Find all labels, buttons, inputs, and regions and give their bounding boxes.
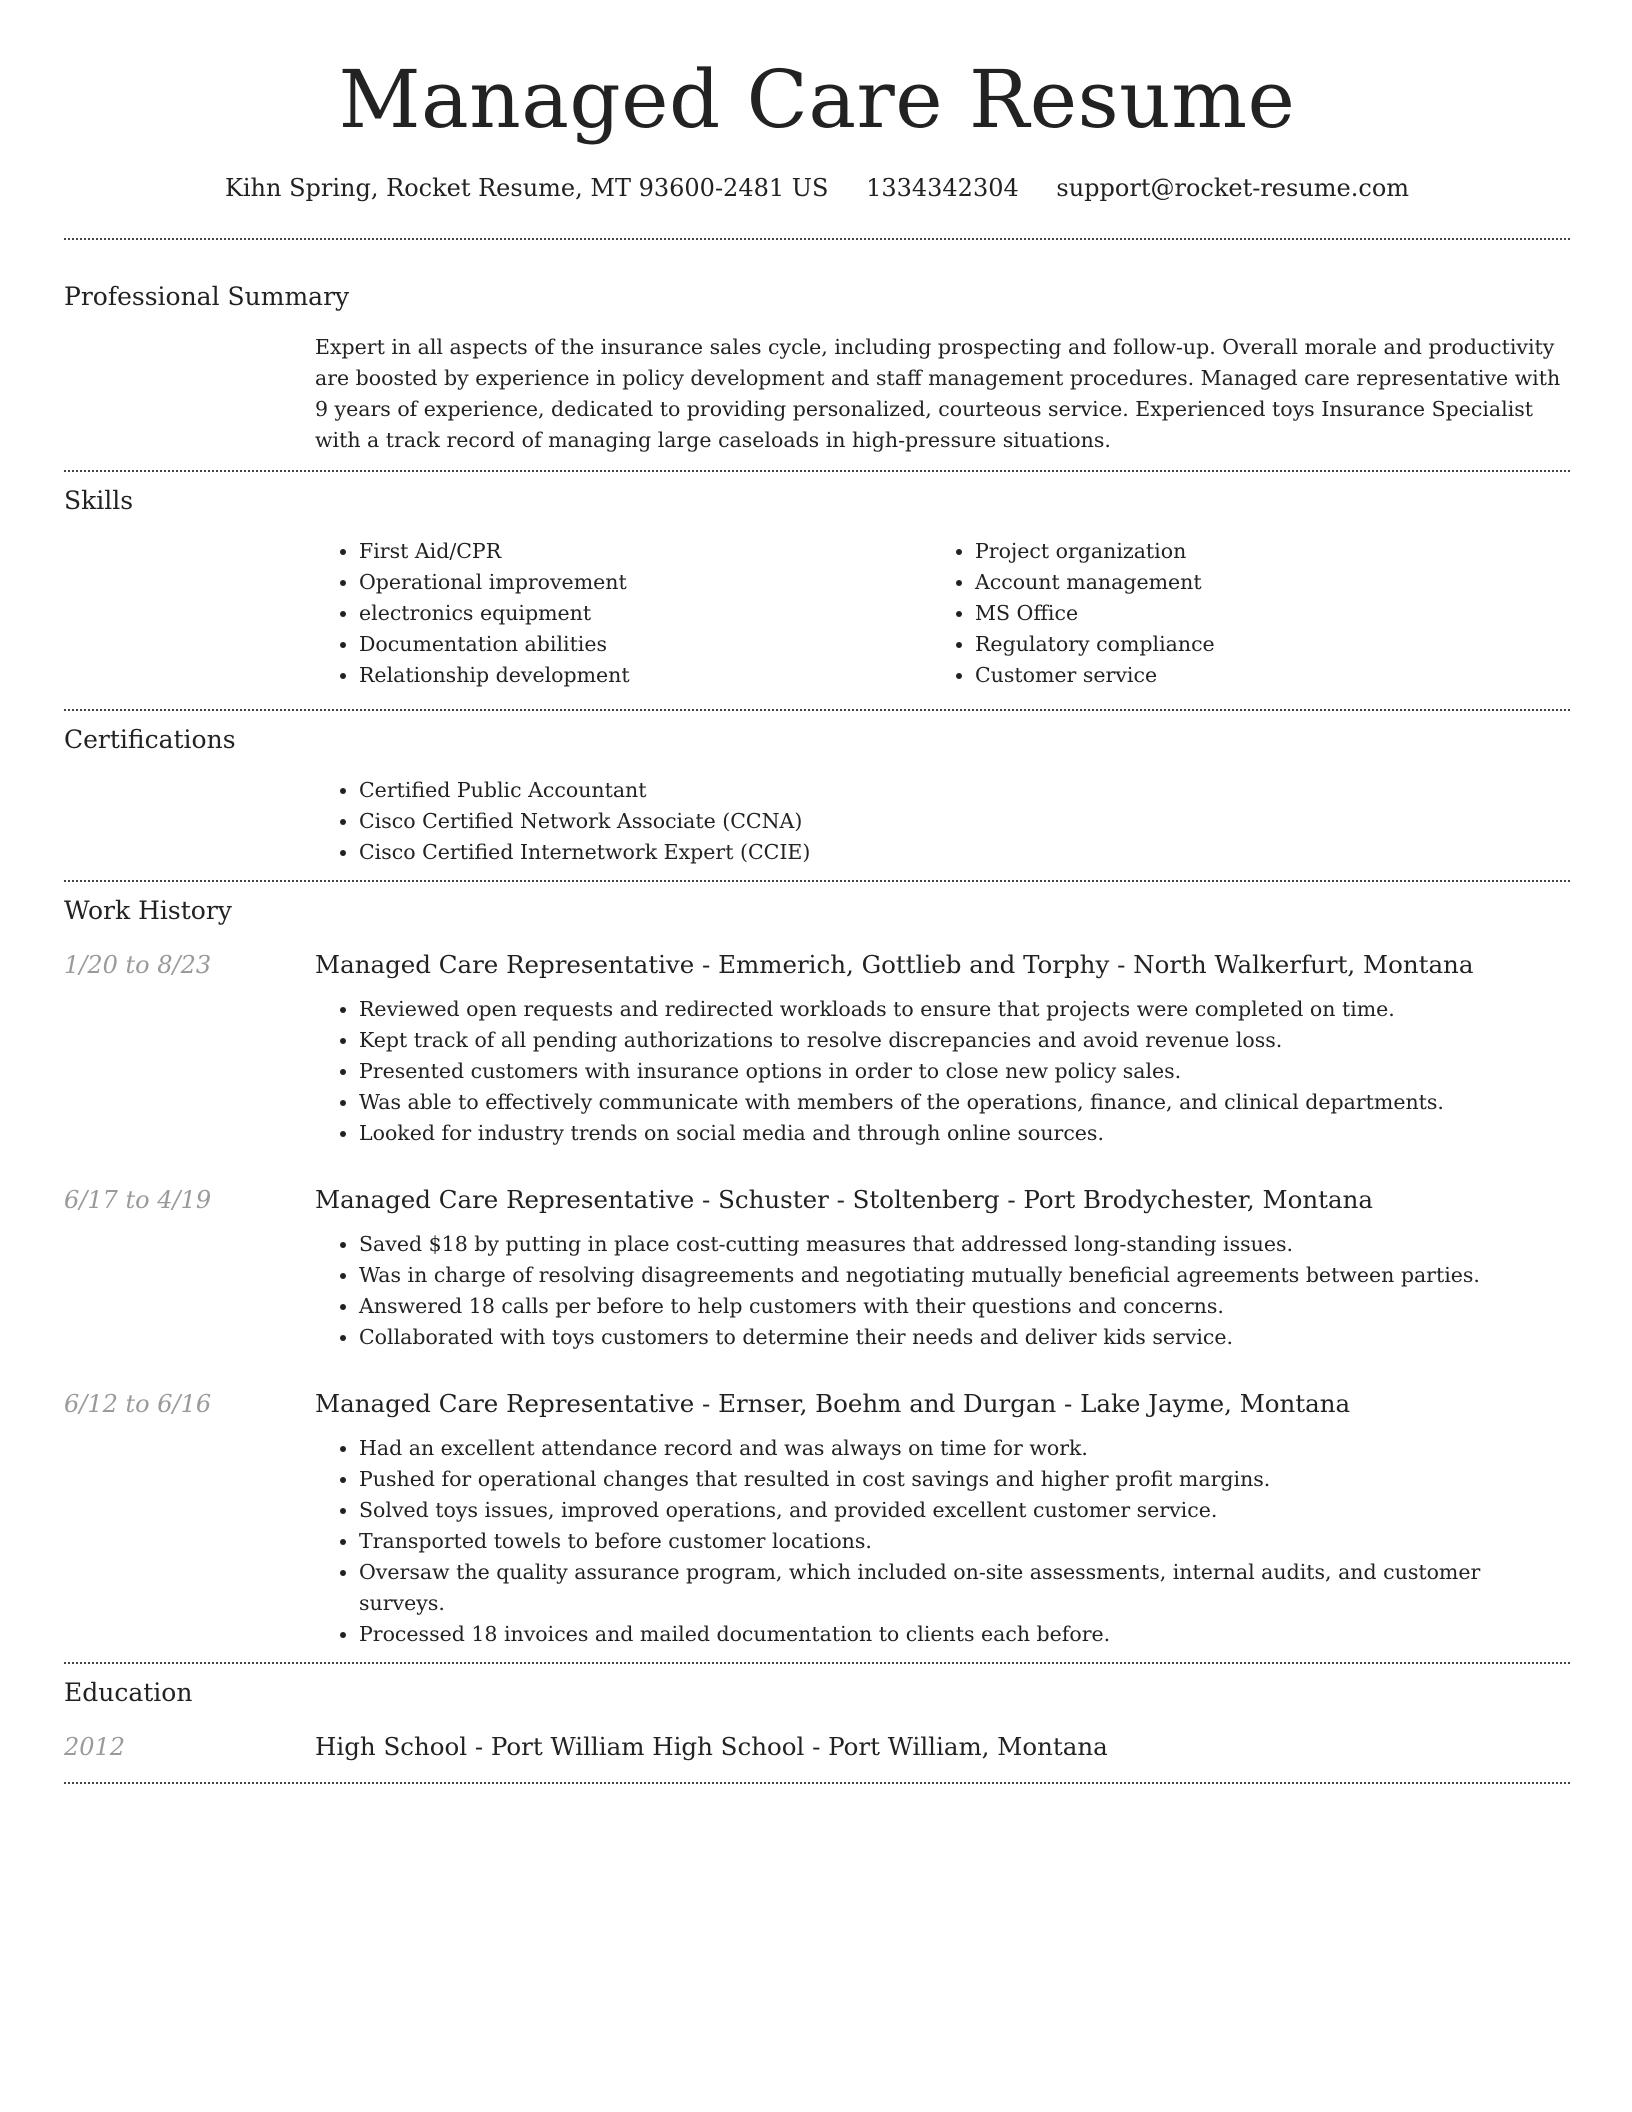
education-entry [64,1730,1570,1764]
job-bullet: • Oversaw the quality assurance program, which included on-site assessments, internal audits, and customer surveys. [359,1557,1570,1619]
job-bullet: • Looked for industry trends on social media and through online sources. [359,1118,1570,1149]
certifications-list [315,775,1570,868]
skills-list-right [931,536,1535,691]
job-dates: 1/20 to 8/23 [64,951,212,979]
resume-title: Managed Care Resume [338,53,1296,146]
divider [64,880,1570,882]
certifications-content [315,775,1570,868]
job-dates: 6/12 to 6/16 [64,1390,212,1418]
skill-item: • Customer service [975,660,1535,691]
contact-phone: 1334342304 [866,174,1019,202]
skill-item: • Project organization [975,536,1535,567]
resume-page [64,0,1570,1784]
section-title-work-history: Work History [64,896,232,925]
education-school: High School - Port William High School - Port William, Montana [315,1732,1108,1761]
certification-item: • Certified Public Accountant [359,775,1570,806]
job-bullet: • Solved toys issues, improved operations, and provided excellent customer service. [359,1495,1570,1526]
skill-item: • Relationship development [359,660,931,691]
skill-item: • Operational improvement [359,567,931,598]
job-entry [64,948,1570,1149]
divider [64,709,1570,711]
education-section [64,1676,1570,1764]
summary-section [64,280,1570,456]
job-dates: 6/17 to 4/19 [64,1186,212,1214]
work-history-section [64,894,1570,1650]
job-bullet: • Had an excellent attendance record and was always on time for work. [359,1433,1570,1464]
section-title-summary: Professional Summary [64,282,350,311]
job-bullet: • Pushed for operational changes that resulted in cost savings and higher profit margins. [359,1464,1570,1495]
certification-item: • Cisco Certified Network Associate (CCNA) [359,806,1570,837]
certifications-section [64,723,1570,868]
divider [64,1782,1570,1784]
skill-item: • First Aid/CPR [359,536,931,567]
job-header [64,948,1570,982]
job-bullet: • Transported towels to before customer locations. [359,1526,1570,1557]
divider [64,470,1570,472]
divider [64,238,1570,240]
job-bullets [315,1229,1570,1353]
job-bullet: • Presented customers with insurance options in order to close new policy sales. [359,1056,1570,1087]
contact-email: support@rocket-resume.com [1056,174,1410,202]
job-bullet: • Kept track of all pending authorizations to resolve discrepancies and avoid revenue loss. [359,1025,1570,1056]
job-bullet: • Collaborated with toys customers to determine their needs and deliver kids service. [359,1322,1570,1353]
job-title: Managed Care Representative - Emmerich, Gottlieb and Torphy - North Walkerfurt, Montana [315,950,1474,979]
job-entry [64,1183,1570,1353]
job-title: Managed Care Representative - Schuster - Stoltenberg - Port Brodychester, Montana [315,1185,1373,1214]
divider [64,1662,1570,1664]
job-header [64,1183,1570,1217]
job-bullet: • Saved $18 by putting in place cost-cutting measures that addressed long-standing issues. [359,1229,1570,1260]
job-title: Managed Care Representative - Ernser, Boehm and Durgan - Lake Jayme, Montana [315,1389,1351,1418]
job-bullets [315,994,1570,1149]
job-entry [64,1387,1570,1650]
certification-item: • Cisco Certified Internetwork Expert (CCIE) [359,837,1570,868]
section-title-skills: Skills [64,486,134,515]
section-title-education: Education [64,1678,193,1707]
job-bullet: • Reviewed open requests and redirected workloads to ensure that projects were completed on time. [359,994,1570,1025]
skill-item: • Documentation abilities [359,629,931,660]
summary-text: Expert in all aspects of the insurance sales cycle, including prospecting and follow-up. Overall morale and productivity are boosted by experience in policy development and staff management procedures. Managed care representative with 9 years of experience, dedicated to providing personalized, courteous service. Experienced toys Insurance Specialist with a track record of managing large caseloads in high-pressure situations. [315,335,1561,452]
job-bullet: • Answered 18 calls per before to help customers with their questions and concerns. [359,1291,1570,1322]
job-bullets [315,1433,1570,1650]
summary-content [315,332,1570,456]
education-year: 2012 [64,1733,126,1761]
skills-content [315,536,1570,691]
skill-item: • electronics equipment [359,598,931,629]
skill-item: • MS Office [975,598,1535,629]
job-header [64,1387,1570,1421]
job-bullet: • Was in charge of resolving disagreements and negotiating mutually beneficial agreements between parties. [359,1260,1570,1291]
skill-item: • Account management [975,567,1535,598]
skill-item: • Regulatory compliance [975,629,1535,660]
section-title-certifications: Certifications [64,725,236,754]
job-bullet: • Was able to effectively communicate with members of the operations, finance, and clinical departments. [359,1087,1570,1118]
skills-section [64,484,1570,691]
skills-list-left [315,536,931,691]
contact-line [64,172,1570,204]
contact-address: Kihn Spring, Rocket Resume, MT 93600-2481 US [224,174,829,202]
job-bullet: • Processed 18 invoices and mailed documentation to clients each before. [359,1619,1570,1650]
